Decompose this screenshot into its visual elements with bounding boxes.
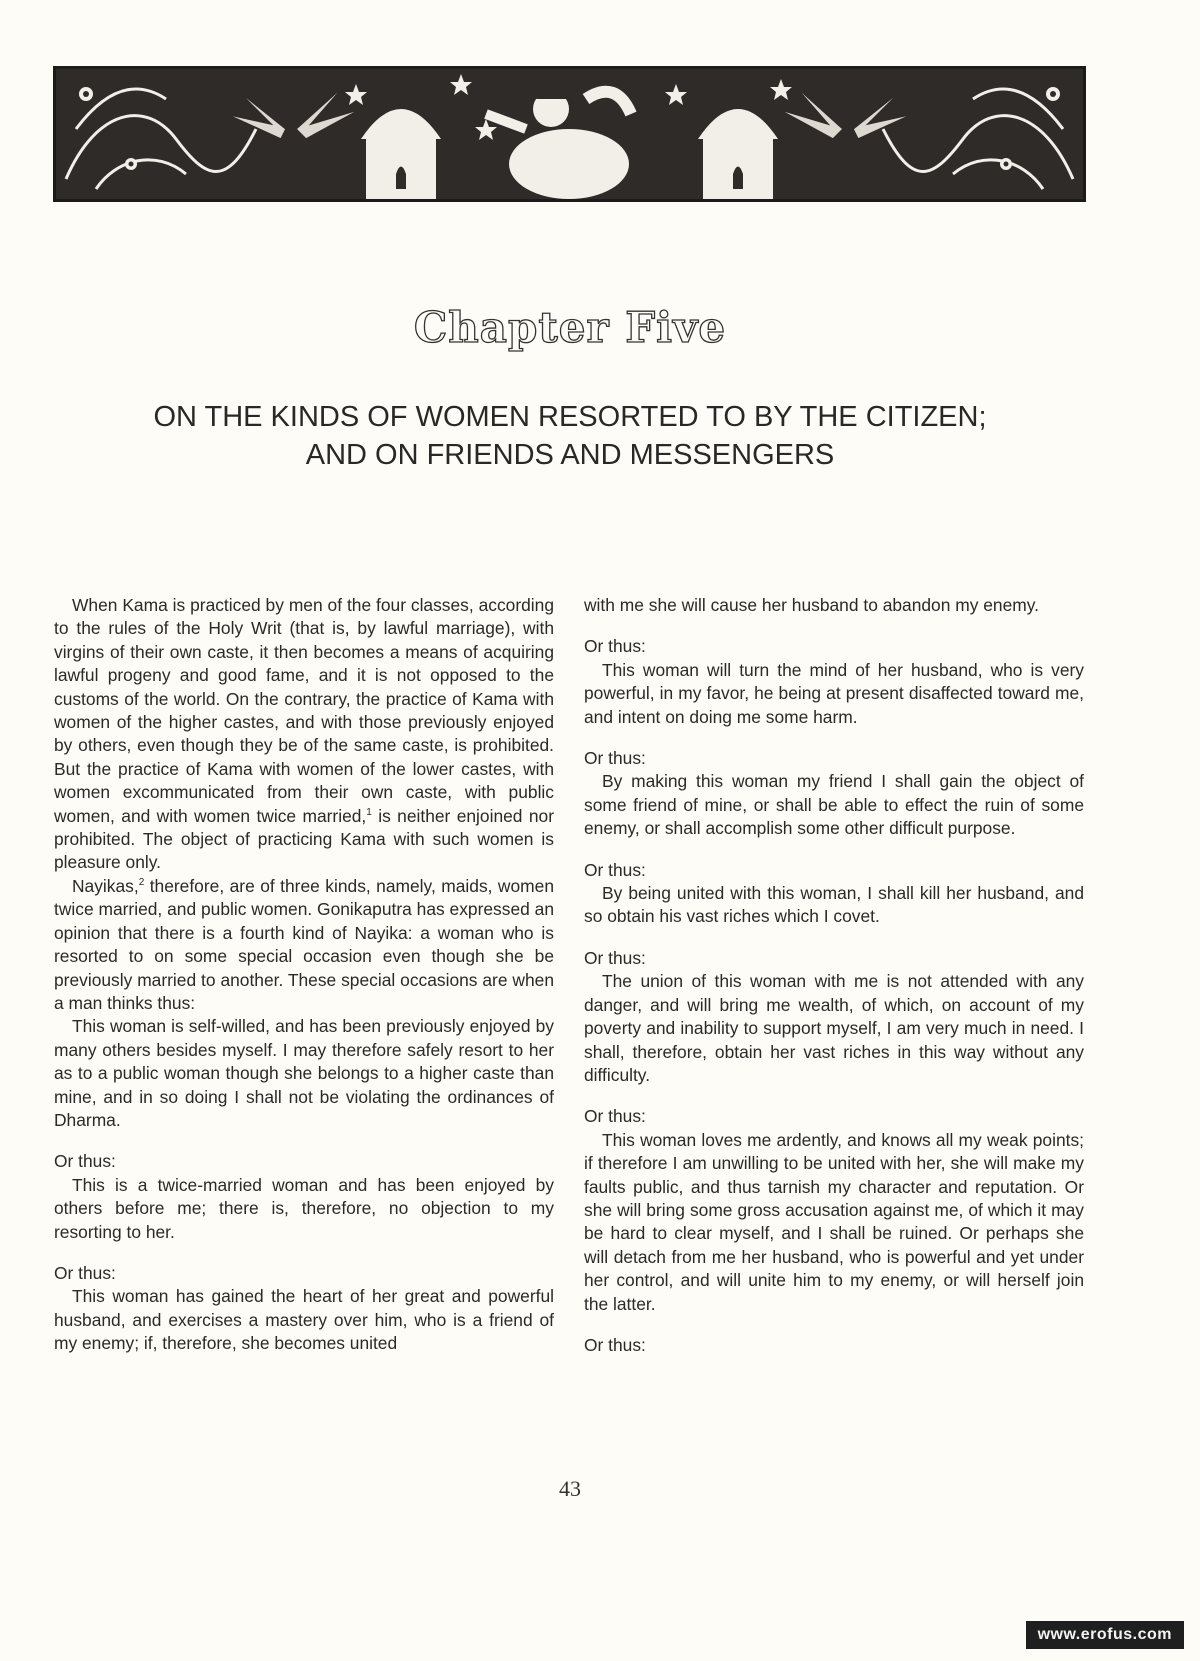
paragraph: This woman loves me ardently, and knows all my weak points; if therefore I am unwilling to be united with her, she will make my faults public, and thus tarnish my character and reputation. Or she will bring some gross accusation against me, of which it may be hard to clear myself, and I shall be ruined. Or perhaps she will detach from me her husband, who is powerful and yet under her control, and will unite him to my enemy, or will herself join the latter. [584,1129,1084,1314]
or-thus-label: Or thus: [54,1262,116,1283]
page-number: 43 [559,1476,581,1501]
chapter-title: Chapter Five [413,303,727,352]
paragraph: By making this woman my friend I shall gain the object of some friend of mine, or shall be able to effect the ruin of some enemy, or shall accomplish some other difficult purpose. [584,771,1084,839]
right-column [584,594,1084,1357]
or-thus-label: Or thus: [584,636,646,657]
chapter-subtitle [0,398,1140,474]
paragraph: Nayikas,$^2$ therefore, are of three kinds, namely, maids, women twice married, and public women. Gonikaputra has expressed an opinion that there is a fourth kind of Nayika: a woman who is resorted to on some special occasion even though she be previously married to another. These special occasions are when a man thinks thus: [54,875,554,1013]
decorative-banner [53,66,1086,202]
paragraph: This woman will turn the mind of her husband, who is very powerful, in my favor, he being at present disaffected toward me, and intent on doing me some harm. [584,659,1084,727]
footnote-marker[interactable]: 1 [366,806,372,818]
paragraph: This woman has gained the heart of her great and powerful husband, and exercises a mastery over him, who is a friend of my enemy; if, therefore, she becomes united [54,1286,554,1354]
subtitle-line-1: ON THE KINDS OF WOMEN RESORTED TO BY THE CITIZEN; [153,401,987,433]
watermark: www.erofus.com [1026,1621,1184,1649]
paragraph: By being united with this woman, I shall kill her husband, and so obtain his vast riches which I covet. [584,883,1084,927]
paragraph: When Kama is practiced by men of the four classes, according to the rules of the Holy Writ (that is, by lawful marriage), with virgins of their own caste, it then becomes a means of acquiring lawful progeny and good fame, and it is not opposed to the customs of the world. On the contrary, the practice of Kama with women of the higher castes, and with those previously enjoyed by others, even though they be of the same caste, is prohibited. But the practice of Kama with women of the lower castes, with women excommunicated from their own caste, with public women, and with women twice married,$^1$ is neither enjoined nor prohibited. The object of practicing Kama with such women is pleasure only. [54,595,554,873]
footnote-marker[interactable]: 2 [138,877,145,889]
paragraph: This is a twice-married woman and has been enjoyed by others before me; there is, therefore, no objection to my resorting to her. [54,1174,554,1242]
or-thus-label: Or thus: [54,1151,116,1172]
paragraph: The union of this woman with me is not attended with any danger, and will bring me wealth, of which, on account of my poverty and inability to support myself, I am very much in need. I shall, therefore, obtain her vast riches in this way without any difficulty. [584,971,1084,1085]
or-thus-label: Or thus: [584,947,646,968]
or-thus-label: Or thus: [584,1334,646,1355]
banner-illustration [56,69,1083,199]
or-thus-label: Or thus: [584,1106,646,1127]
paragraph: This woman is self-willed, and has been previously enjoyed by many others besides myself. I may therefore safely resort to her as to a public woman though she belongs to a higher caste than mine, and in so doing I shall not be violating the ordinances of Dharma. [54,1016,554,1130]
paragraph: with me she will cause her husband to abandon my enemy. [584,595,1039,615]
or-thus-label: Or thus: [584,859,646,880]
left-column [54,594,554,1356]
or-thus-label: Or thus: [584,748,646,769]
subtitle-line-2: AND ON FRIENDS AND MESSENGERS [305,439,835,471]
